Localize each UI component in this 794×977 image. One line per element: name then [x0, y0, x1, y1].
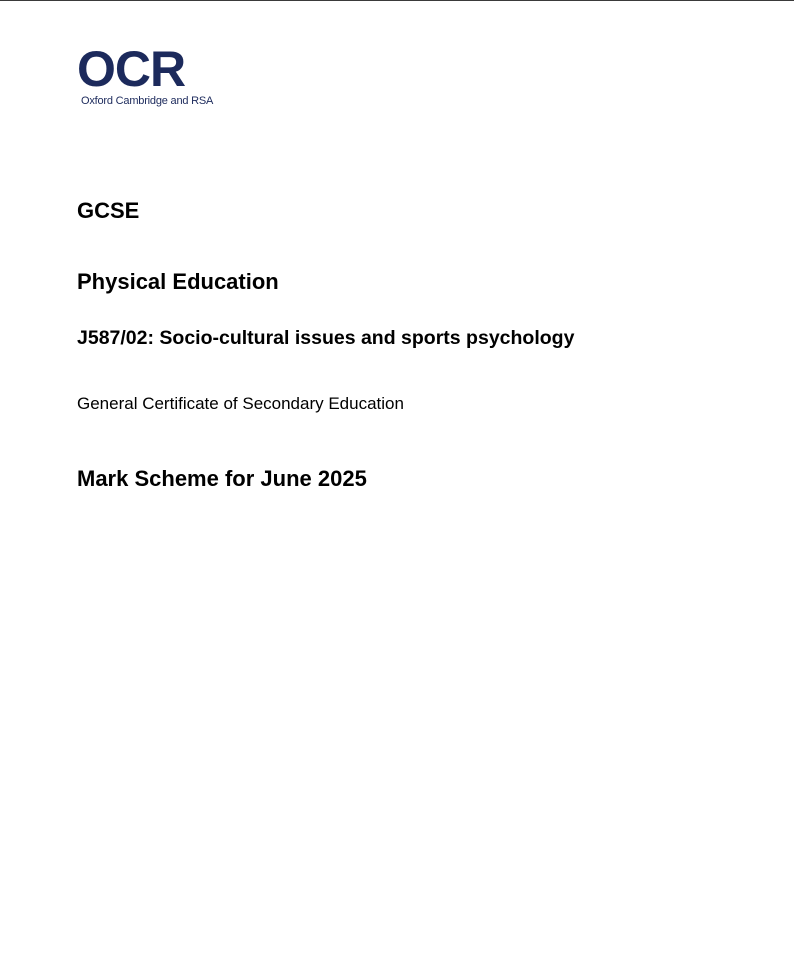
subject-heading: Physical Education [77, 269, 279, 294]
top-border-line [0, 0, 794, 1]
qualification-heading: GCSE [77, 198, 140, 223]
unit-heading: J587/02: Socio-cultural issues and sports psychology [77, 327, 575, 349]
ocr-logo-tagline: Oxford Cambridge and RSA [81, 95, 214, 107]
ocr-logo-mark: OCR [77, 41, 186, 97]
mark-scheme-title: Mark Scheme for June 2025 [77, 466, 367, 491]
ocr-logo [77, 41, 237, 114]
certificate-text: General Certificate of Secondary Education [77, 394, 404, 413]
